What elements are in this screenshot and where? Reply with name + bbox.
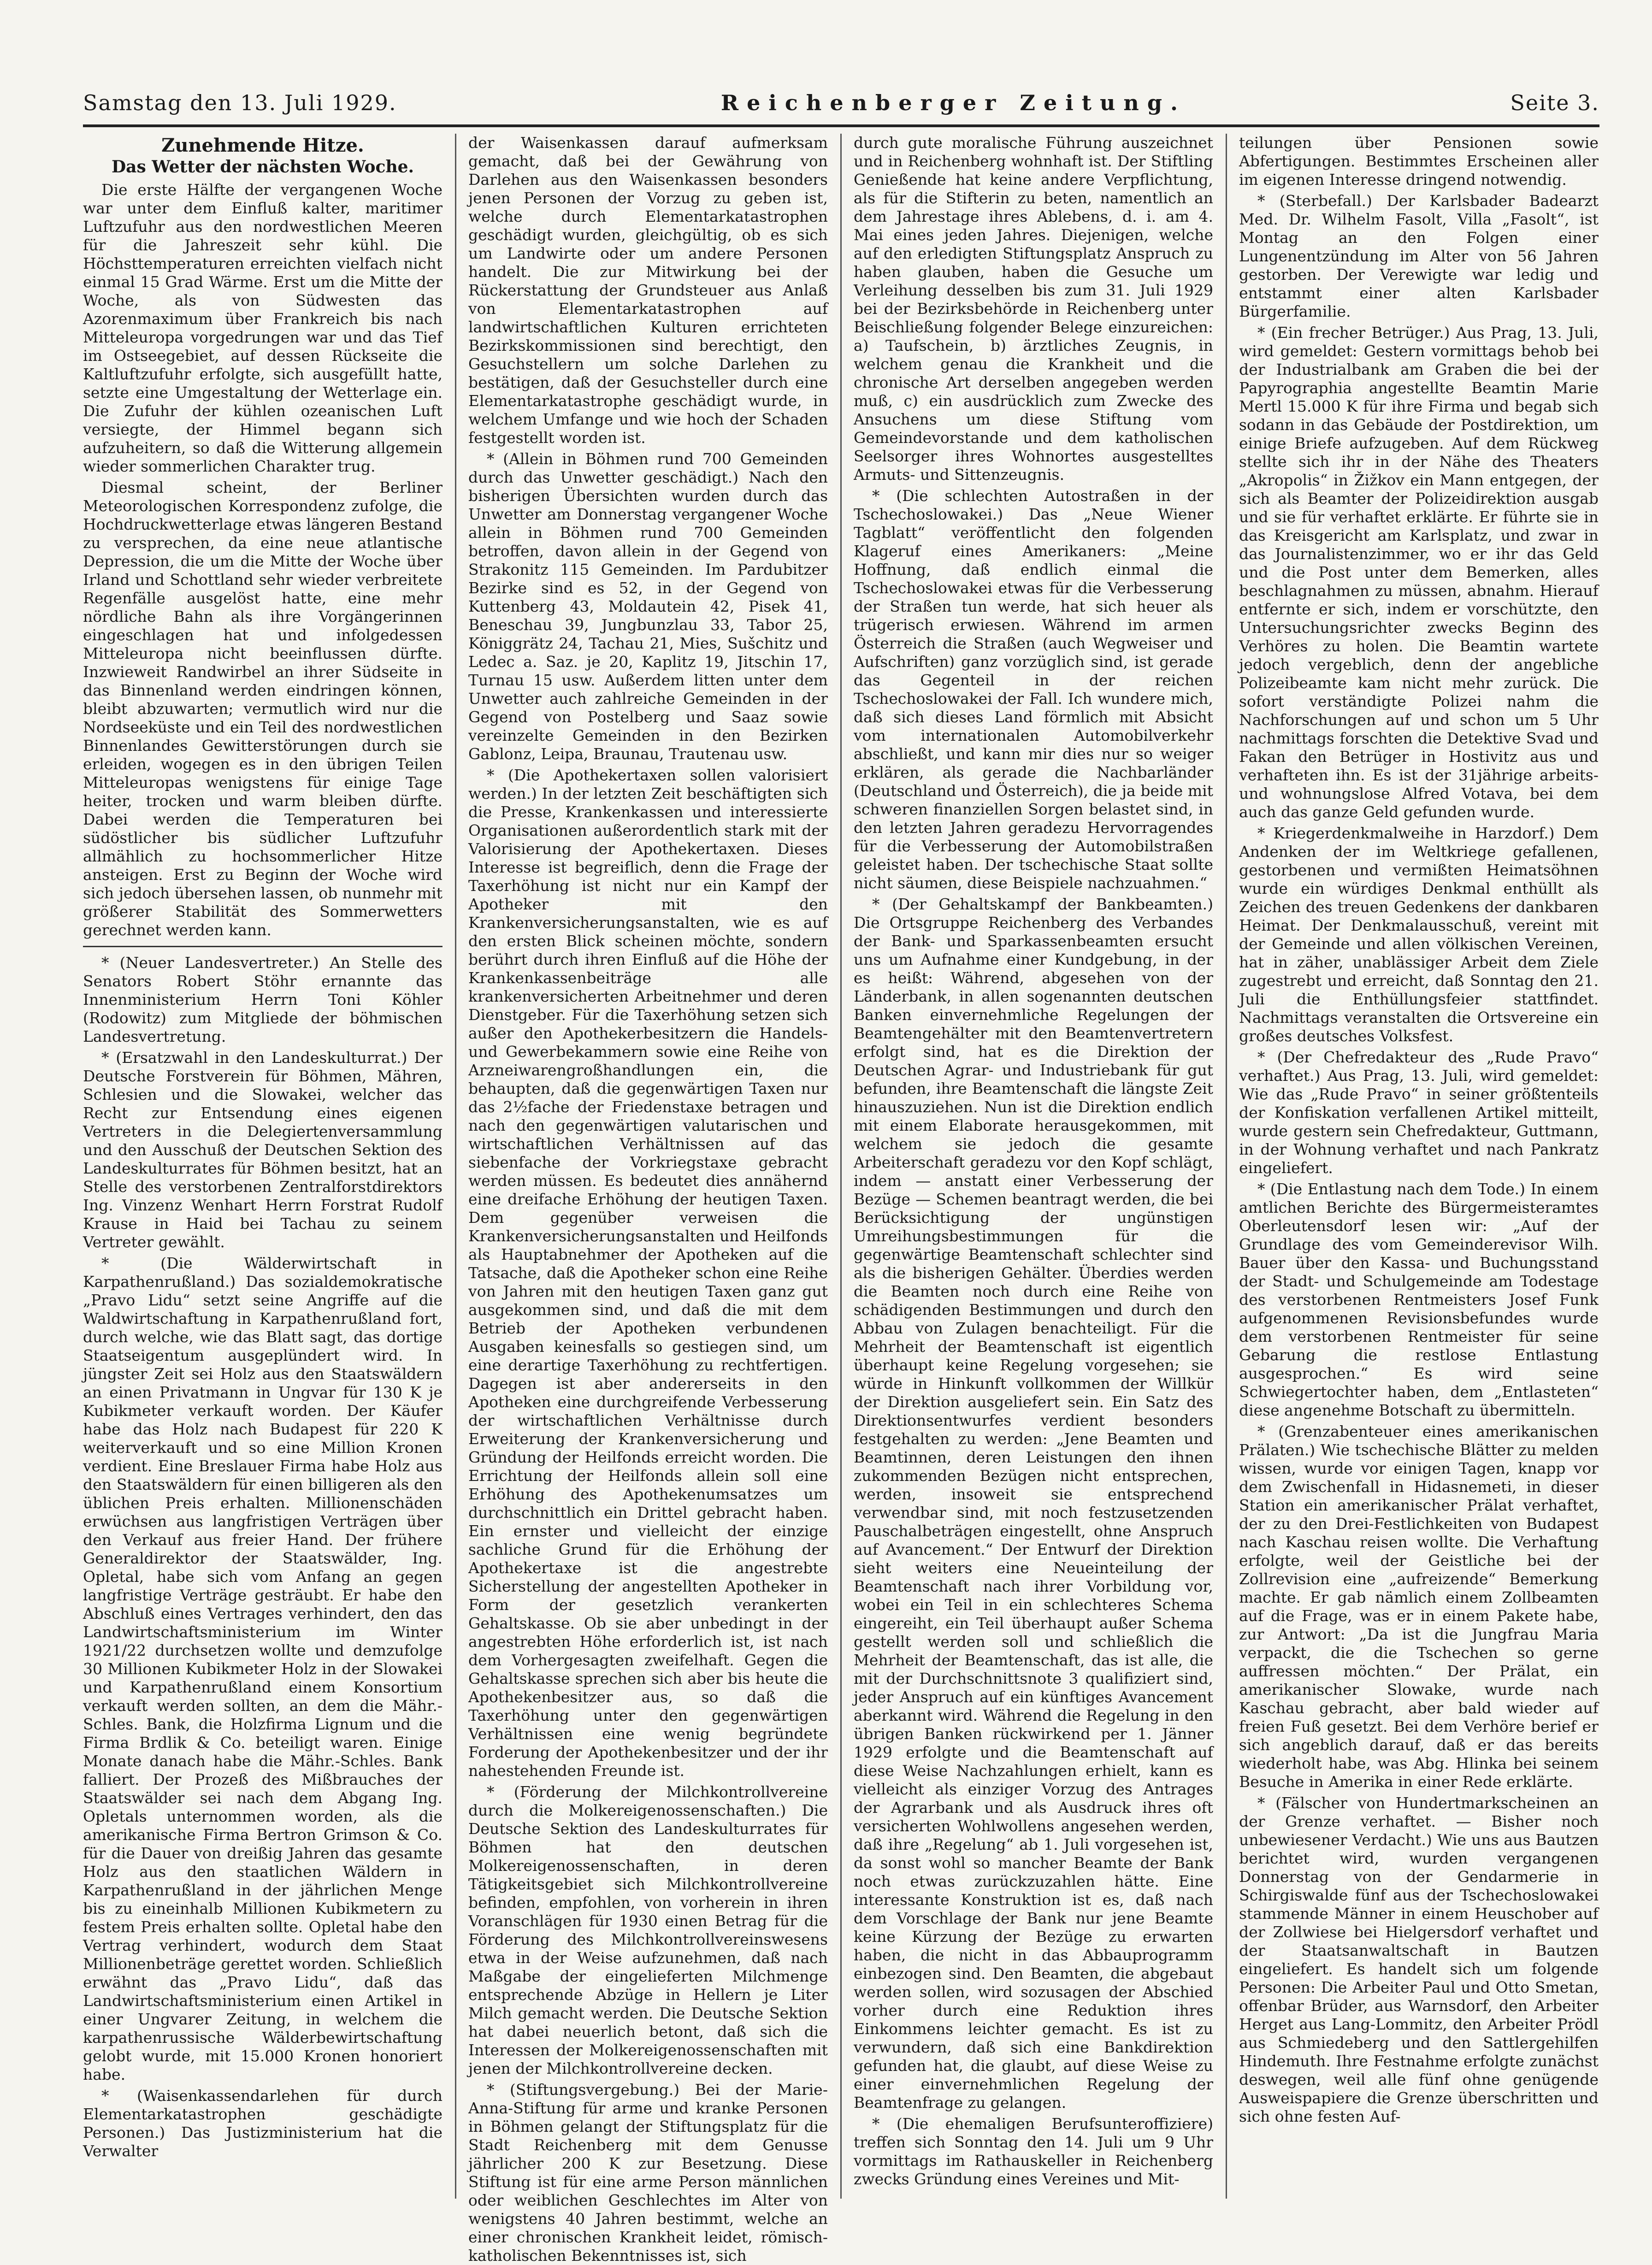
news-item: * (Neuer Landesvertreter.) An Stelle des Senators Robert Stöhr ernannte das Innenministerium Herrn Toni Köhler (Rodowitz) zum Mitgliede der böhmischen Landesvertretung. [83, 954, 442, 1045]
news-item: * (Die Wälderwirtschaft in Karpathenrußland.) Das sozialdemokratische „Pravo Lidu“ setzt seine Angriffe auf die Waldwirtschaftung in Karpathenrußland fort, durch welche, wie das Blatt sagt, das dortige Staatseigentum ausgeplündert wird. In jüngster Zeit sei Holz aus den Staatswäldern an einen Privatmann in Ungvar für 130 K je Kubikmeter verkauft worden. Der Käufer habe das Holz nach Budapest für 220 K weiterverkauft und so eine Million Kronen verdient. Eine Breslauer Firma habe Holz aus den Staatswäldern für einen billigeren als den üblichen Preis erhalten. Millionenschäden erwüchsen aus langfristigen Verträgen über den Verkauf aus freier Hand. Der frühere Generaldirektor der Staatswälder, Ing. Opletal, habe sich vom Anfang an gegen langfristige Verträge gesträubt. Er habe den Abschluß eines Vertrages verhindert, den das Landwirtschaftsministerium im Winter 1921/22 durchsetzen wollte und demzufolge 30 Millionen Kubikmeter Holz in der Slowakei und Karpathenrußland einem Konsortium verkauft werden sollten, an dem die Mähr.-Schles. Bank, die Holzfirma Lignum und die Firma Brdlik & Co. beteiligt waren. Einige Monate danach habe die Mähr.-Schles. Bank falliert. Der Prozeß des Mißbrauches der Staatswälder sei nach dem Abgang Ing. Opletals unternommen worden, als die amerikanische Firma Bertron Grimson & Co. für die Dauer von dreißig Jahren das gesamte Holz aus den staatlichen Wäldern in Karpathenrußland in der jährlichen Menge bis zu eineinhalb Millionen Kubikmetern zu festem Preis erhalten sollte. Opletal habe den Vertrag verhindert, wodurch dem Staat Millionenbeträge gerettet worden. Schließlich erwähnt das „Pravo Lidu“, daß das Landwirtschaftsministerium einen Artikel in einer Ungvarer Zeitung, in welchem die karpathenrussische Wälderbewirtschaftung gelobt wurde, mit 15.000 Kronen honoriert habe. [83, 1254, 442, 2083]
news-item: * (Grenzabenteuer eines amerikanischen Prälaten.) Wie tschechische Blätter zu melden wissen, wurde vor einigen Tagen, knapp vor dem Zwischenfall in Hidasnemeti, in dieser Station ein amerikanischer Prälat verhaftet, der zu den Drei-Festlichkeiten von Budapest nach Kaschau reisen wollte. Die Verhaftung erfolgte, weil der Geistliche bei der Zollrevision eine „aufreizende“ Bemerkung machte. Er gab nämlich einem Zollbeamten auf die Frage, was er in einem Pakete habe, zur Antwort: „Da ist die Jungfrau Maria verpackt, die die Tschechen so gerne auffressen möchten.“ Der Prälat, ein amerikanischer Slowake, wurde nach Kaschau gebracht, aber bald wieder auf freien Fuß gesetzt. Bei dem Verhöre berief er sich angeblich darauf, daß er das bereits wiederholt habe, was Abg. Hlinka bei seinem Besuche in Amerika in einer Rede erklärte. [1239, 1422, 1599, 1791]
news-item: * (Die Entlastung nach dem Tode.) In einem amtlichen Berichte des Bürgermeisteramtes Oberleutensdorf lesen wir: „Auf der Grundlage des vom Gemeinderevisor Wilh. Bauer über den Kassa- und Buchungsstand der Stadt- und Schulgemeinde am Todestage des verstorbenen Rentmeisters Josef Funk aufgenommenen Revisionsbefundes wurde dem verstorbenen Rentmeister für seine Gebarung die restlose Entlastung ausgesprochen.“ Es wird seine Schwiegertochter haben, dem „Entlasteten“ diese angenehme Botschaft zu übermitteln. [1239, 1180, 1599, 1419]
news-item: * (Der Chefredakteur des „Rude Pravo“ verhaftet.) Aus Prag, 13. Juli, wird gemeldet: Wie das „Rude Pravo“ in seiner größtenteils der Konfiskation verfallenen Artikel mitteilt, wurde gestern sein Chefredakteur, Guttmann, in der Wohnung verhaftet und nach Pankratz eingeliefert. [1239, 1048, 1599, 1177]
news-item: teilungen über Pensionen sowie Abfertigungen. Bestimmtes Erscheinen aller im eigenen Interesse dringend notwendig. [1239, 134, 1599, 189]
header-date: Samstag den 13. Juli 1929. [83, 90, 397, 115]
news-item: * (Fälscher von Hundertmarkscheinen an der Grenze verhaftet. — Bisher noch unbewiesener Verdacht.) Wie uns aus Bautzen berichtet wird, wurden vergangenen Donnerstag von der Gendarmerie in Schirgiswalde fünf aus der Tschechoslowakei stammende Männer in einem Heuschober auf der Zollwiese bei Hielgersdorf verhaftet und der Staatsanwaltschaft in Bautzen eingeliefert. Es handelt sich um folgende Personen: Die Arbeiter Paul und Otto Smetan, offenbar Brüder, aus Warnsdorf, den Arbeiter Herget aus Lang-Lommitz, den Arbeiter Prödl aus Schmiedeberg und den Sattlergehilfen Hindemuth. Ihre Festnahme erfolgte zunächst deswegen, weil alle fünf ohne genügende Ausweispapiere die Grenze überschritten und sich ohne festen Auf- [1239, 1794, 1599, 2125]
news-item: * (Förderung der Milchkontrollvereine durch die Molkereigenossenschaften.) Die Deutsche Sektion des Landeskulturrates für Böhmen hat den deutschen Molkereigenossenschaften, in deren Tätigkeitsgebiet sich Milchkontrollvereine befinden, empfohlen, von vorherein in ihren Voranschlägen für 1930 einen Betrag für die Förderung des Milchkontrollvereinswesens etwa in der Weise aufzunehmen, daß nach Maßgabe der eingelieferten Milchmenge entsprechende Abzüge in Hellern je Liter Milch gemacht werden. Die Deutsche Sektion hat dabei neuerlich betont, daß sich die Interessen der Molkereigenossenschaften mit jenen der Milchkontrollvereine decken. [468, 1783, 828, 2077]
article-paragraph: Diesmal scheint, der Berliner Meteorologischen Korrespondenz zufolge, die Hochdruckwetterlage etwas längeren Bestand zu versprechen, da eine neue atlantische Depression, die um die Mitte der Woche über Irland und Schottland sehr wieder verbreitete Regenfälle ausgelöst hatte, eine mehr nördliche Bahn als ihre Vorgängerinnen eingeschlagen hat und infolgedessen Mitteleuropa nicht beeinflussen dürfte. Inzwieweit Randwirbel an ihrer Südseite in das Binnenland werden eindringen können, bleibt abzuwarten; vermutlich wird nur die Nordseeküste und ein Teil des nordwestlichen Binnenlandes Gewitterstörungen durch sie erleiden, wogegen es in den übrigen Teilen Mitteleuropas wenigstens für einige Tage heiter, trocken und warm bleiben dürfte. Dabei werden die Temperaturen bei südöstlicher bis südlicher Luftzufuhr allmählich zu hochsommerlicher Hitze ansteigen. Erst zu Beginn der Woche wird sich jedoch übersehen lassen, ob nunmehr mit größerer Stabilität des Sommerwetters gerechnet werden kann. [83, 478, 442, 939]
news-item: * (Die schlechten Autostraßen in der Tschechoslowakei.) Das „Neue Wiener Tagblatt“ veröffentlicht den folgenden Klageruf eines Amerikaners: „Meine Hoffnung, daß endlich einmal die Tschechoslowakei etwas für die Verbesserung der Straßen tun werde, hat sich heuer als trügerisch erwiesen. Während im armen Österreich die Straßen (auch Wegweiser und Aufschriften) ganz vorzüglich sind, ist gerade das Gegenteil in der reichen Tschechoslowakei der Fall. Ich wundere mich, daß sich dieses Land förmlich mit Absicht vom internationalen Automobilverkehr abschließt, und kann mir dies nur so weiger erklären, als gerade die Nachbarländer (Deutschland und Österreich), die ja beide mit schweren finanziellen Sorgen belastet sind, in den letzten Jahren geradezu Hervorragendes für die Verbesserung der Automobilstraßen geleistet haben. Der tschechische Staat sollte nicht säumen, diese Beispiele nachzuahmen.“ [854, 487, 1213, 892]
page-number: Seite 3. [1510, 90, 1599, 115]
article-separator [83, 946, 442, 947]
news-item: * (Der Gehaltskampf der Bankbeamten.) Die Ortsgruppe Reichenberg des Verbandes der Bank- und Sparkassenbeamten ersucht uns um Aufnahme einer Kundgebung, in der es heißt: Während, abgesehen von der Länderbank, in allen sogenannten deutschen Banken einvernehmliche Regelungen der Beamtengehälter mit den Beamtenvertretern erfolgt sind, hat es die Direktion der Deutschen Agrar- und Industriebank für gut befunden, ihre Beamtenschaft die längste Zeit hinauszuziehen. Nun ist die Direktion endlich mit einem Elaborate herausgekommen, mit welchem sie jedoch die gesamte Arbeiterschaft geradezu vor den Kopf schlägt, indem — anstatt einer Verbesserung der Bezüge — Schemen beantragt werden, die bei Berücksichtigung der ungünstigen Umreihungsbestimmungen für die gegenwärtige Beamtenschaft schlechter sind als die bisherigen Gehälter. Überdies werden die Beamten noch durch eine Reihe von schädigenden Bestimmungen und durch den Abbau von Zulagen benachteiligt. Für die Mehrheit der Beamtenschaft ist eigentlich überhaupt keine Regelung vorgesehen; sie würde in Hinkunft vollkommen der Willkür der Direktion ausgeliefert sein. Ein Satz des Direktionsentwurfes verdient besonders festgehalten zu werden: „Jene Beamten und Beamtinnen, deren Leistungen den ihnen zukommenden Bezügen nicht entsprechen, werden, insoweit sie entsprechend verwendbar sind, mit noch festzusetzenden Pauschalbeträgen eingestellt, ohne Anspruch auf Avancement.“ Der Entwurf der Direktion sieht weiters eine Neueinteilung der Beamtenschaft nach ihrer Vorbildung vor, wobei ein Teil in ein schlechteres Schema eingereiht, ein Teil überhaupt außer Schema gestellt werden soll und schließlich die Mehrheit der Beamtenschaft, das ist alle, die mit der Durchschnittsnote 3 qualifiziert sind, jeder Anspruch auf ein künftiges Avancement aberkannt wird. Während die Regelung in den übrigen Banken rückwirkend per 1. Jänner 1929 erfolgte und die Beamtenschaft auf diese Weise Nachzahlungen erhielt, kann es vielleicht als einziger Vorzug des Antrages der Agrarbank und als Ausdruck ihres oft versicherten Wohlwollens angesehen werden, daß ihre „Regelung“ ab 1. Juli vorgesehen ist, da sonst wohl so mancher Beamte der Bank noch etwas zurückzuzahlen hätte. Eine interessante Konstruktion ist es, daß nach dem Vorschlage der Bank nur jene Beamte keine Kürzung der Bezüge zu erwarten haben, die nicht in das Abbauprogramm einbezogen sind. Den Beamten, die abgebaut werden sollen, wird sozusagen der Abschied vorher durch eine Reduktion ihres Einkommens leichter gemacht. Es ist zu verwundern, daß sich eine Bankdirektion gefunden hat, die glaubt, auf diese Weise zu einer einvernehmlichen Regelung der Beamtenfrage zu gelangen. [854, 895, 1213, 2112]
news-item: der Waisenkassen darauf aufmerksam gemacht, daß bei der Gewährung von Darlehen aus den Waisenkassen besonders jenen Personen der Vorzug zu geben ist, welche durch Elementarkatastrophen geschädigt wurden, gleichgültig, ob es sich um Landwirte oder um andere Personen handelt. Die zur Mitwirkung bei der Rückerstattung der Grundsteuer aus Anlaß von Elementarkatastrophen auf landwirtschaftlichen Kulturen errichteten Bezirkskommissionen sind berechtigt, den Gesuchstellern um solche Darlehen zu bestätigen, daß der Gesuchsteller durch eine Elementarkatastrophe geschädigt wurde, in welchem Umfange und wie hoch der Schaden festgestellt worden ist. [468, 134, 828, 447]
news-item: * (Waisenkassendarlehen für durch Elementarkatastrophen geschädigte Personen.) Das Justizministerium hat die Verwalter [83, 2087, 442, 2160]
column-3 [854, 134, 1213, 2199]
column-divider [840, 134, 842, 2199]
article-columns [83, 134, 1599, 2265]
column-4 [1239, 134, 1599, 2199]
page-header [83, 78, 1599, 115]
newspaper-title: Reichenberger Zeitung. [720, 90, 1186, 115]
column-2 [468, 134, 828, 2265]
news-item: * (Ersatzwahl in den Landeskulturrat.) Der Deutsche Forstverein für Böhmen, Mähren, Schlesien und die Slowakei, welcher das Recht zur Entsendung eines eigenen Vertreters in die Delegiertenversammlung und den Ausschuß der Deutschen Sektion des Landeskulturrates für Böhmen besitzt, hat an Stelle des verstorbenen Zentralforstdirektors Ing. Vinzenz Wenhart Herrn Forstrat Rudolf Krause in Haid bei Tachau zu seinem Vertreter gewählt. [83, 1049, 442, 1251]
column-divider [455, 134, 456, 2199]
newspaper-page [83, 78, 1599, 2265]
news-item: * (Stiftungsvergebung.) Bei der Marie-Anna-Stiftung für arme und kranke Personen in Böhmen gelangt der Stiftungsplatz für die Stadt Reichenberg mit dem Genusse jährlicher 200 K zur Besetzung. Diese Stiftung ist für eine arme Person männlichen oder weiblichen Geschlechtes im Alter von wenigstens 40 Jahren bestimmt, welche an einer chronischen Krankheit leidet, römisch-katholischen Bekenntnisses ist, sich [468, 2081, 828, 2265]
news-item: * Kriegerdenkmalweihe in Harzdorf.) Dem Andenken der im Weltkriege gefallenen, gestorbenen und vermißten Heimatsöhnen wurde ein würdiges Denkmal enthüllt als Zeichen des treuen Gedenkens der dankbaren Heimat. Der Denkmalausschuß, vereint mit der Gemeinde und allen völkischen Vereinen, hat in zäher, unablässiger Arbeit dem Ziele zugestrebt und erreicht, daß Sonntag den 21. Juli die Enthüllungsfeier stattfindet. Nachmittags veranstalten die Ortsvereine ein großes deutsches Volksfest. [1239, 824, 1599, 1045]
column-divider [1226, 134, 1227, 2199]
news-item: durch gute moralische Führung auszeichnet und in Reichenberg wohnhaft ist. Der Stiftling Genießende hat keine andere Verpflichtung, als für die Stifterin zu beten, namentlich an dem Jahrestage ihres Ablebens, d. i. am 4. Mai eines jeden Jahres. Diejenigen, welche auf den erledigten Stiftungsplatz Anspruch zu haben glauben, haben die Gesuche um Verleihung desselben bis zum 31. Juli 1929 bei der Bezirksbehörde in Reichenberg unter Beischließung folgender Belege einzureichen: a) Taufschein, b) ärztliches Zeugnis, in welchem genau die Krankheit und die chronische Art derselben angegeben werden muß, c) ein ausdrücklich zum Zwecke des Ansuchens um diese Stiftung vom Gemeindevorstande und dem katholischen Seelsorger ihres Wohnortes ausgestelltes Armuts- und Sittenzeugnis. [854, 134, 1213, 484]
article-subheading: Das Wetter der nächsten Woche. [111, 157, 414, 177]
header-rule [83, 124, 1599, 127]
news-item: * (Allein in Böhmen rund 700 Gemeinden durch das Unwetter geschädigt.) Nach den bisherigen Übersichten wurden durch das Unwetter am Donnerstag vergangener Woche allein in Böhmen rund 700 Gemeinden betroffen, davon allein in der Gegend von Strakonitz 115 Gemeinden. Im Pardubitzer Bezirke sind es 52, in der Gegend von Kuttenberg 43, Moldautein 42, Pisek 41, Beneschau 39, Jungbunzlau 33, Tabor 25, Königgrätz 24, Tachau 21, Mies, Sušchitz und Ledec a. Saz. je 20, Kaplitz 19, Jitschin 17, Turnau 15 usw. Außerdem litten unter dem Unwetter auch zahlreiche Gemeinden in der Gegend von Postelberg und Saaz sowie vereinzelte Gemeinden in den Bezirken Gablonz, Leipa, Braunau, Trautenau usw. [468, 450, 828, 763]
news-item: * (Die Apothekertaxen sollen valorisiert werden.) In der letzten Zeit beschäftigten sich die Presse, Krankenkassen und interessierte Organisationen außerordentlich stark mit der Valorisierung der Apothekertaxen. Dieses Interesse ist begreiflich, denn die Frage der Taxerhöhung ist nicht nur ein Kampf der Apotheker mit den Krankenversicherungsanstalten, wie es auf den ersten Blick scheinen möchte, sondern berührt durch ihren Einfluß auf die Höhe der Krankenkassenbeiträge alle krankenversicherten Arbeitnehmer und deren Dienstgeber. Für die Taxerhöhung setzen sich außer den Apothekerbesitzern die Handels- und Gewerbekammern sowie eine Reihe von Arzneiwarengroßhandlungen ein, die behaupten, daß die gegenwärtigen Taxen nur das 2½fache der Friedenstaxe betragen und nach den gegenwärtigen valutarischen und wirtschaftlichen Verhältnissen auf das siebenfache der Vorkriegstaxe gebracht werden müssen. Es bedeutet dies annähernd eine dreifache Erhöhung der heutigen Taxen. Dem gegenüber verweisen die Krankenversicherungsanstalten und Heilfonds als Hauptabnehmer der Apotheken auf die Tatsache, daß die Apotheker schon eine Reihe von Jahren mit den heutigen Taxen ganz gut ausgekommen sind, und daß die mit dem Betrieb der Apotheken verbundenen Ausgaben keinesfalls so gestiegen sind, um eine derartige Taxerhöhung zu rechtfertigen. Dagegen ist aber andererseits in den Apotheken eine durchgreifende Verbesserung der wirtschaftlichen Verhältnisse durch Erweiterung der Krankenversicherung und Gründung der Heilfonds erreicht worden. Die Errichtung der Heilfonds allein soll eine Erhöhung des Apothekenumsatzes um durchschnittlich ein Drittel gebracht haben. Ein ernster und vielleicht der einzige sachliche Grund für die Erhöhung der Apothekertaxe ist die angestrebte Sicherstellung der angestellten Apotheker in Form der gesetzlich verankerten Gehaltskasse. Ob sie aber unbedingt in der angestrebten Höhe erforderlich ist, ist nach dem Vorhergesagten zweifelhaft. Gegen die Gehaltskasse sprechen sich aber bis heute die Apothekenbesitzer aus, so daß die Taxerhöhung unter den gegenwärtigen Verhältnissen eine wenig begründete Forderung der Apothekenbesitzer und der ihr nahestehenden Freunde ist. [468, 766, 828, 1780]
news-item: * (Die ehemaligen Berufsunteroffiziere) treffen sich Sonntag den 14. Juli um 9 Uhr vormittags im Rathauskeller in Reichenberg zwecks Gründung eines Vereines und Mit- [854, 2115, 1213, 2188]
article-paragraph: Die erste Hälfte der vergangenen Woche war unter dem Einfluß kalter, maritimer Luftzufuhr aus den nordwestlichen Meeren für die Jahreszeit sehr kühl. Die Höchsttemperaturen erreichten vielfach nicht einmal 15 Grad Wärme. Erst um die Mitte der Woche, als von Südwesten das Azorenmaximum über Frankreich bis nach Mitteleuropa vorgedrungen war und das Tief im Ostseegebiet, auf dessen Rückseite die Kaltluftzufuhr erfolgte, sich ausgefüllt hatte, setzte eine Umgestaltung der Wetterlage ein. Die Zufuhr der kühlen ozeanischen Luft versiegte, der Himmel begann sich aufzuheitern, so daß die Witterung allgemein wieder sommerlichen Charakter trug. [83, 181, 442, 475]
column-1 [83, 134, 442, 2199]
news-item: * (Sterbefall.) Der Karlsbader Badearzt Med. Dr. Wilhelm Fasolt, Villa „Fasolt“, ist Montag an den Folgen einer Lungenentzündung im Alter von 56 Jahren gestorben. Der Verewigte war ledig und entstammt einer alten Karlsbader Bürgerfamilie. [1239, 192, 1599, 320]
article-heading: Zunehmende Hitze. [161, 135, 364, 156]
news-item: * (Ein frecher Betrüger.) Aus Prag, 13. Juli, wird gemeldet: Gestern vormittags behob bei der Industrialbank am Graben die bei der Papyrographia angestellte Beamtin Marie Mertl 15.000 K für ihre Firma und begab sich sodann in das Gebäude der Postdirektion, um einige Briefe aufzugeben. Auf dem Rückweg stellte sich ihr in der Nähe des Theaters „Akropolis“ in Žižkov ein Mann entgegen, der sich als Beamter der Polizeidirektion ausgab und sie für verhaftet erklärte. Er führte sie in das Kreisgericht am Karlsplatz, und zwar in das Journalistenzimmer, wo er ihr das Geld und die Post unter dem Bemerken, alles beschlagnahmen zu müssen, abnahm. Hierauf entfernte er sich, indem er vorschützte, den Untersuchungsrichter zwecks Beginn des Verhöres zu holen. Die Beamtin wartete jedoch vergeblich, denn der angebliche Polizeibeamte kam nicht mehr zurück. Die sofort verständigte Polizei nahm die Nachforschungen auf und schon um 5 Uhr nachmittags forschten die Detektive Svad und Fakan den Betrüger in Hostivitz aus und verhafteten ihn. Es ist der 31jährige arbeits- und wohnungslose Alfred Votava, bei dem auch das ganze Geld gefunden wurde. [1239, 324, 1599, 821]
